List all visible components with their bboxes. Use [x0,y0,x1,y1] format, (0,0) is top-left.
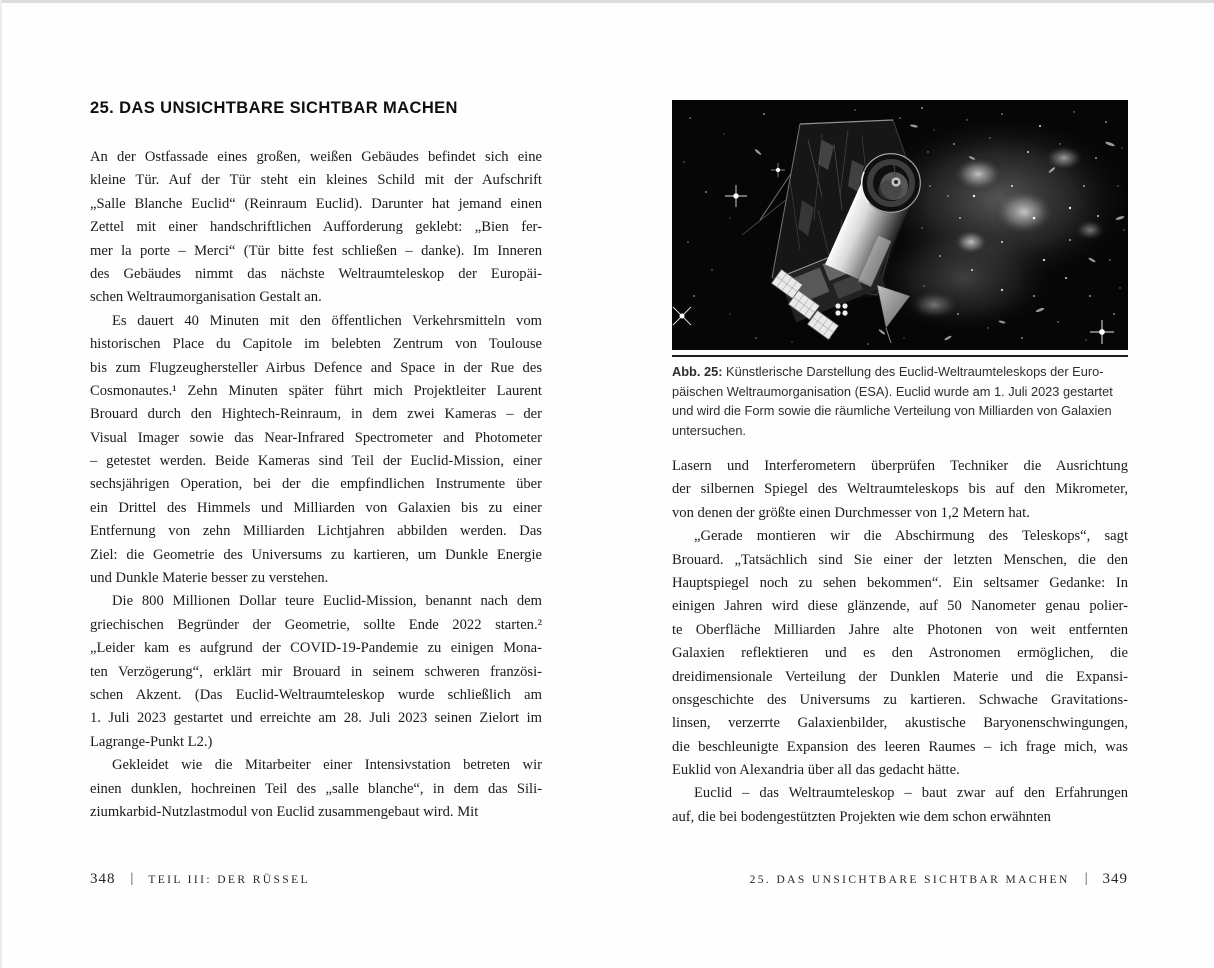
text-line: „Leider kam es aufgrund der COVID-19-Pandemie zu einigen Mona- [90,640,542,657]
text-line: historischen Place du Capitole im belebten Zentrum von Toulouse [90,336,542,353]
page-number: 349 [1102,871,1128,887]
text-line: von denen der größte einen Durchmesser von 1,2 Metern hat. [672,504,1030,521]
text-line: Brouard. „Tatsächlich sind Sie einer der letzten Menschen, die den [672,551,1128,568]
page-left-edge [0,0,2,968]
right-body-text [672,455,1128,829]
text-line: Gekleidet wie die Mitarbeiter einer Intensivstation betreten wir [112,757,542,774]
text-line: einigen Jahren wird diese glänzende, auf 50 Nanometer genau polier- [672,598,1128,615]
text-line: Visual Imager sowie das Near-Infrared Spectrometer and Photometer [90,429,542,446]
body-paragraph [90,590,542,754]
body-paragraph [672,525,1128,782]
text-line: schen Akzent. (Das Euclid-Weltraumteleskop wurde schließlich am [90,686,542,703]
text-line: ein Drittel des Himmels und Milliarden von Galaxien bis zu einer [90,499,542,516]
text-line: Euclid – das Weltraumteleskop – baut zwar auf den Erfahrungen [694,785,1128,802]
body-paragraph [90,146,542,310]
right-page [672,100,1128,829]
chapter-heading: 25. DAS UNSICHTBARE SICHTBAR MACHEN [90,99,458,117]
text-line: die beschleunigte Expansion des leeren Raumes – ich frage mich, was [672,738,1128,755]
text-line: Hauptspiegel noch zu sehen bekommen“. Ein seltsamer Gedanke: In [672,574,1128,591]
text-line: und wird die Form sowie die räumliche Verteilung von Milliarden von Galaxien [672,403,1112,418]
right-page-footer [672,870,1128,888]
text-line: „Gerade montieren wir die Abschirmung des Teleskops“, sagt [694,528,1128,545]
caption-line [672,362,1128,382]
text-line: Cosmonautes.¹ Zehn Minuten später führt mich Projektleiter Laurent [90,382,542,399]
text-line: der silbernen Spiegel des Weltraumteleskops bis auf den Mikrometer, [672,481,1128,498]
text-line: bis zum Flugzeughersteller Airbus Defence and Space in der Rue des [90,359,542,376]
text-line: Zettel mit einer handschriftlichen Aufforderung geklebt: „Bien fer- [90,219,542,236]
page-top-edge [0,0,1214,3]
text-line: auf, die bei bodengestützten Projekten wie dem schon erwähnten [672,808,1051,825]
text-line: Lagrange-Punkt L2.) [90,733,213,750]
text-line: Ziel: die Geometrie des Universums zu kartieren, um Dunkle Energie [90,546,542,563]
text-line: An der Ostfassade eines großen, weißen Gebäudes befindet sich eine [90,149,542,165]
text-line: ziumkarbid-Nutzlastmodul von Euclid zusammengebaut wird. Mit [90,803,479,820]
text-line: und Dunkle Materie besser zu verstehen. [90,570,329,587]
page-number: 348 [90,871,116,887]
body-paragraph [672,782,1128,829]
euclid-telescope-image [672,100,1128,350]
telescope-aperture [861,153,921,213]
body-paragraph [90,310,542,591]
figure-caption [672,362,1128,440]
left-page [90,98,542,824]
body-paragraph [672,455,1128,525]
text-line: Es dauert 40 Minuten mit den öffentlichen Verkehrsmitteln vom [112,312,542,329]
caption-text: Künstlerische Darstellung des Euclid-Weltraumteleskops der Euro- [722,364,1104,379]
text-line: päischen Weltraumorganisation (ESA). Euclid wurde am 1. Juli 2023 gestartet [672,383,1113,399]
text-line: schen Weltraumorganisation Gestalt an. [90,289,322,306]
text-line: untersuchen. [672,422,746,438]
text-line: linsen, verzerrte Galaxienbilder, akustische Baryonenschwingungen, [672,715,1128,732]
running-head: 25. DAS UNSICHTBARE SICHTBAR MACHEN [749,874,1070,886]
text-line: onsgeschichte des Universums zu kartieren. Schwache Gravitations- [672,691,1128,708]
running-head: TEIL III: DER RÜSSEL [148,874,310,886]
text-line: „Salle Blanche Euclid“ (Reinraum Euclid). Darunter hat jemand einen [90,195,542,212]
text-line: dreidimensionale Verteilung der Dunklen Materie und die Expansi- [672,668,1128,685]
text-line: Die 800 Millionen Dollar teure Euclid-Mission, benannt nach dem [112,593,542,610]
body-paragraph [90,754,542,824]
footer-divider: | [130,871,134,886]
text-line: te Oberfläche Milliarden Jahre alte Photonen von weit entfernten [672,621,1128,638]
text-line: 1. Juli 2023 gestartet und erreichte am 28. Juli 2023 seinen Zielort im [90,710,542,727]
text-line: sechsjährigen Operation, bei der die empfindlichen Instrumente über [90,476,542,493]
footer-divider: | [1084,871,1088,886]
text-line: Brouard durch den Hightech-Reinraum, in dem zwei Kameras – der [90,406,542,423]
left-page-footer [90,870,310,888]
text-line: kleine Tür. Auf der Tür steht ein kleines Schild mit der Aufschrift [90,172,542,189]
caption-rest [672,382,1128,441]
text-line: – getestet werden. Beide Kameras sind Teil der Euclid-Mission, einer [90,453,542,470]
text-line: Euklid von Alexandria über all das gedacht hätte. [672,762,960,779]
text-line: des Gebäudes nimmt das nächste Weltraumteleskop der Europäi- [90,265,542,282]
text-line: einen dunklen, hochreinen Teil des „salle blanche“, in dem das Sili- [90,780,542,797]
text-line: Galaxien reflektieren und es den Astronomen ermöglichen, die [672,645,1128,662]
text-line: Entfernung von zehn Milliarden Lichtjahren abbilden werden. Das [90,523,542,540]
left-body-text [90,146,542,824]
text-line: ten Verzögerung“, erklärt mir Brouard in seinem schweren französi- [90,663,542,680]
caption-label: Abb. 25: [672,364,723,379]
text-line: griechischen Begründer der Geometrie, sollte Ende 2022 starten.² [90,616,542,633]
text-line: mer la porte – Merci“ (Tür bitte fest schließen – danke). Im Inneren [90,242,542,259]
text-line: Lasern und Interferometern überprüfen Techniker die Ausrichtung [672,458,1128,474]
figure-caption-rule [672,355,1128,357]
